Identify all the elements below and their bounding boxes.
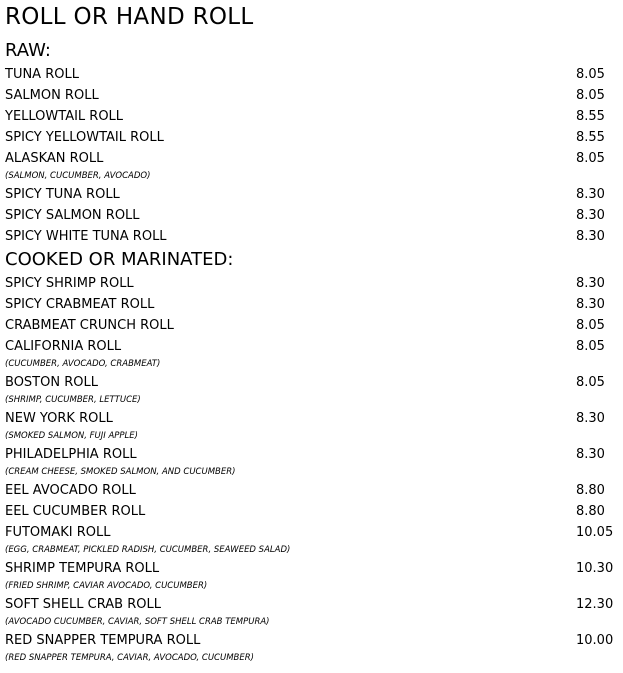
item-name: SPICY CRABMEAT ROLL (5, 297, 155, 312)
menu-item (0, 148, 623, 169)
item-name: FUTOMAKI ROLL (5, 525, 111, 540)
item-name: EEL AVOCADO ROLL (5, 483, 136, 498)
item-name: SPICY TUNA ROLL (5, 187, 120, 202)
item-name: ALASKAN ROLL (5, 151, 104, 166)
item-price: 8.55 (576, 109, 605, 124)
menu-item (0, 294, 623, 315)
item-name: YELLOWTAIL ROLL (5, 109, 124, 124)
menu-item (0, 226, 623, 247)
menu-item (0, 501, 623, 522)
item-price: 8.05 (576, 151, 605, 166)
item-description: (SMOKED SALMON, FUJI APPLE) (5, 431, 138, 441)
item-price: 8.30 (576, 229, 605, 244)
item-name: BOSTON ROLL (5, 375, 98, 390)
item-name: CALIFORNIA ROLL (5, 339, 122, 354)
item-price: 8.05 (576, 318, 605, 333)
menu-item (0, 444, 623, 465)
item-price: 10.05 (576, 525, 614, 540)
menu-list (0, 38, 623, 666)
menu-item (0, 630, 623, 651)
item-price: 8.30 (576, 208, 605, 223)
menu-item (0, 184, 623, 205)
menu-item (0, 273, 623, 294)
item-name: TUNA ROLL (5, 67, 79, 82)
menu-item (0, 85, 623, 106)
item-description: (CUCUMBER, AVOCADO, CRABMEAT) (5, 359, 161, 369)
item-price: 8.55 (576, 130, 605, 145)
menu-item (0, 558, 623, 579)
menu-item (0, 480, 623, 501)
item-name: RED SNAPPER TEMPURA ROLL (5, 633, 201, 648)
item-price: 10.00 (576, 633, 614, 648)
item-name: SPICY WHITE TUNA ROLL (5, 229, 167, 244)
item-name: SALMON ROLL (5, 88, 99, 103)
item-price: 8.80 (576, 483, 605, 498)
item-name: EEL CUCUMBER ROLL (5, 504, 146, 519)
section-heading: COOKED OR MARINATED: (5, 249, 234, 270)
item-name: SHRIMP TEMPURA ROLL (5, 561, 160, 576)
menu-item (0, 336, 623, 357)
item-description: (FRIED SHRIMP, CAVIAR AVOCADO, CUCUMBER) (5, 581, 208, 591)
menu-item (0, 127, 623, 148)
menu-item (0, 205, 623, 226)
menu-item (0, 594, 623, 615)
item-price: 8.30 (576, 187, 605, 202)
item-price: 8.05 (576, 375, 605, 390)
menu-item (0, 408, 623, 429)
item-price: 8.05 (576, 67, 605, 82)
item-description: (RED SNAPPER TEMPURA, CAVIAR, AVOCADO, CUCUMBER) (5, 653, 254, 663)
item-name: NEW YORK ROLL (5, 411, 113, 426)
item-name: SPICY SALMON ROLL (5, 208, 140, 223)
item-price: 8.05 (576, 88, 605, 103)
menu-item (0, 64, 623, 85)
item-price: 8.30 (576, 447, 605, 462)
section-heading: RAW: (5, 40, 51, 61)
item-price: 10.30 (576, 561, 614, 576)
item-name: SOFT SHELL CRAB ROLL (5, 597, 161, 612)
page-title: ROLL OR HAND ROLL (5, 4, 254, 30)
menu-item (0, 372, 623, 393)
item-name: SPICY SHRIMP ROLL (5, 276, 134, 291)
item-name: SPICY YELLOWTAIL ROLL (5, 130, 164, 145)
item-description: (CREAM CHEESE, SMOKED SALMON, AND CUCUMBER) (5, 467, 236, 477)
item-price: 8.30 (576, 297, 605, 312)
item-description: (SHRIMP, CUCUMBER, LETTUCE) (5, 395, 141, 405)
item-name: CRABMEAT CRUNCH ROLL (5, 318, 174, 333)
menu-item (0, 315, 623, 336)
item-price: 8.05 (576, 339, 605, 354)
menu-item (0, 522, 623, 543)
item-name: PHILADELPHIA ROLL (5, 447, 137, 462)
item-price: 8.30 (576, 411, 605, 426)
item-description: (EGG, CRABMEAT, PICKLED RADISH, CUCUMBER, SEAWEED SALAD) (5, 545, 291, 555)
item-price: 8.30 (576, 276, 605, 291)
item-description: (AVOCADO CUCUMBER, CAVIAR, SOFT SHELL CRAB TEMPURA) (5, 617, 270, 627)
item-description: (SALMON, CUCUMBER, AVOCADO) (5, 171, 151, 181)
menu-item (0, 106, 623, 127)
item-price: 12.30 (576, 597, 614, 612)
item-price: 8.80 (576, 504, 605, 519)
